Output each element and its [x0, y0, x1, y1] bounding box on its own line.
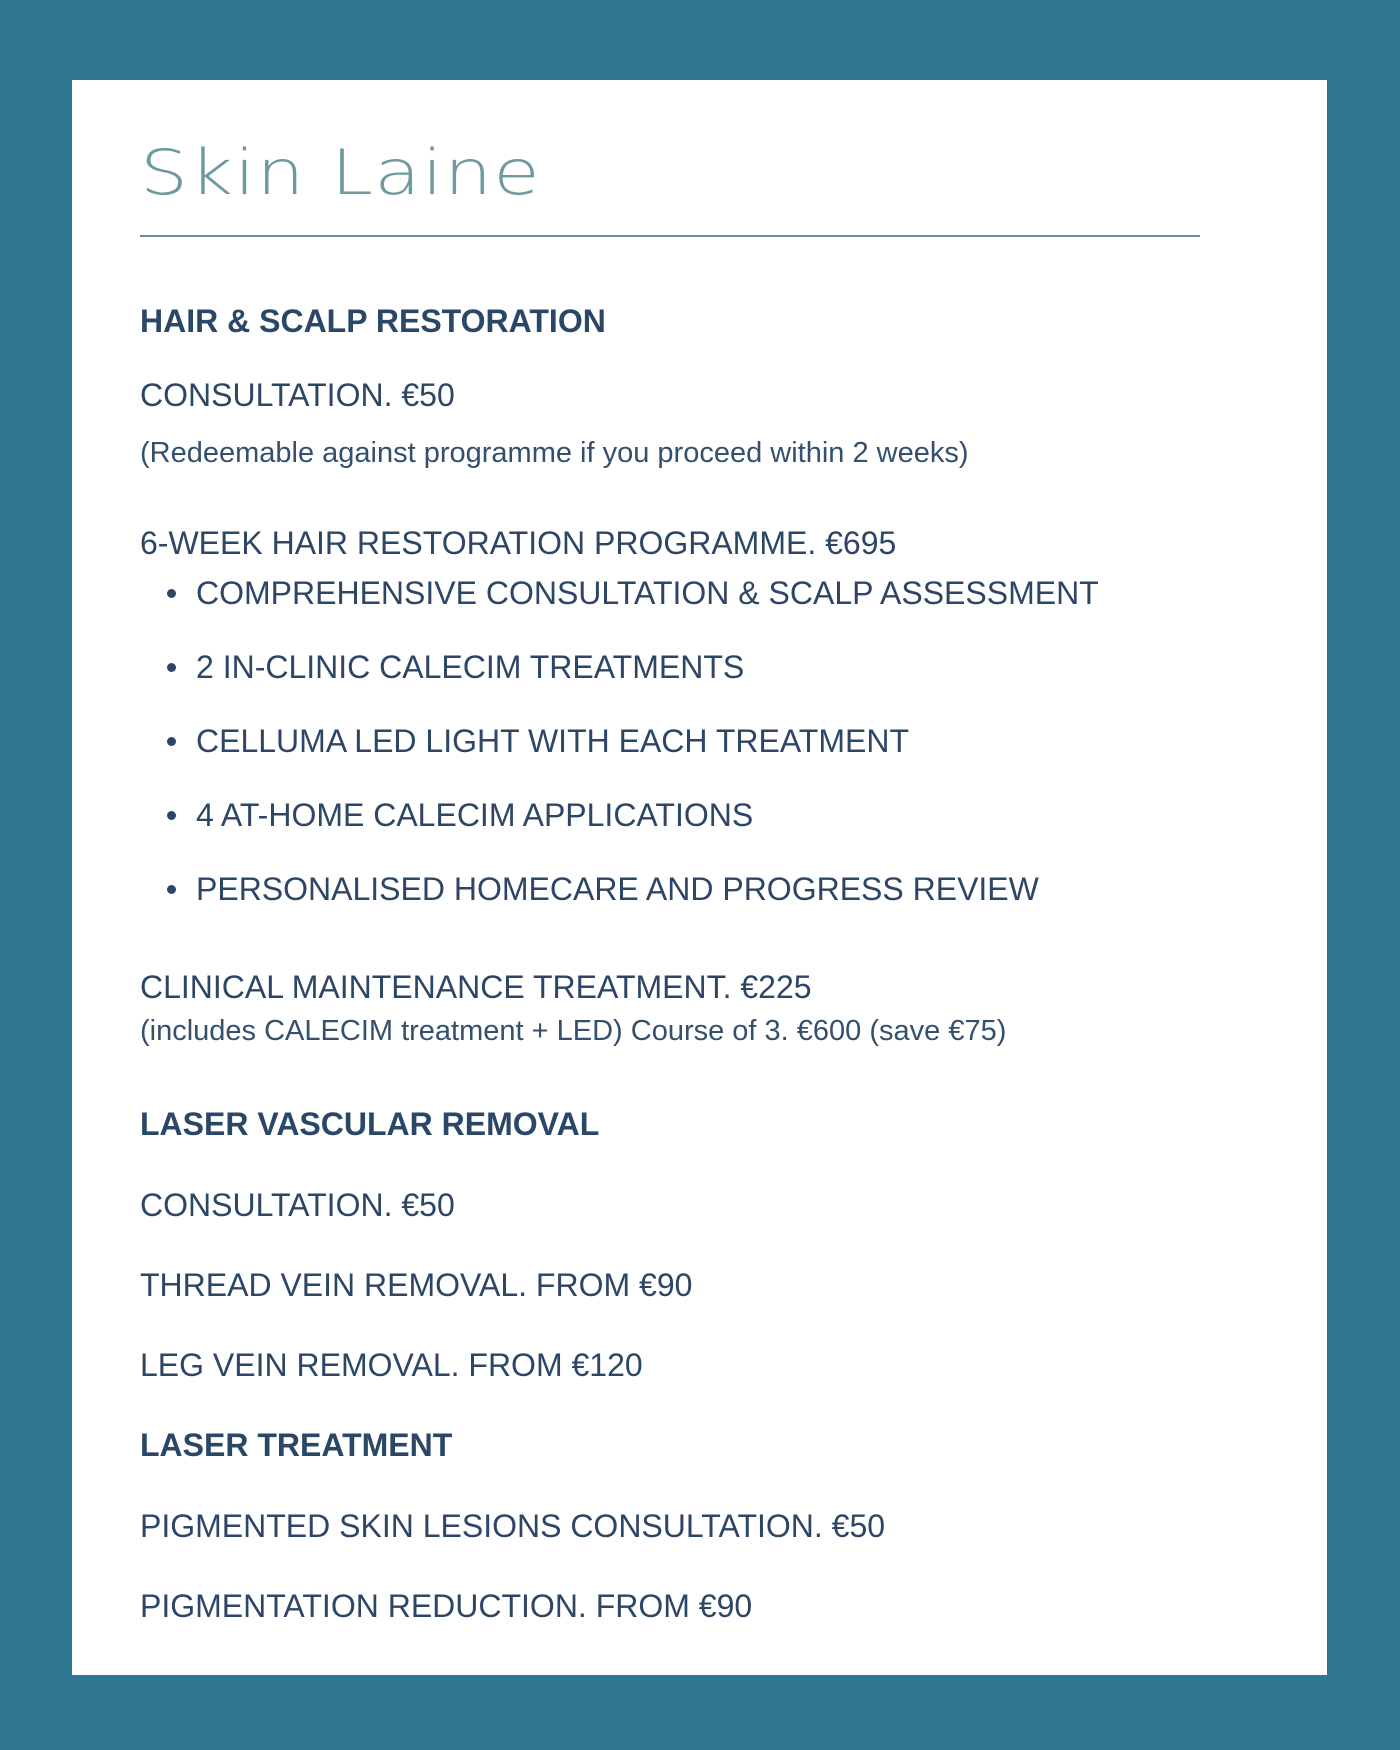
hair-consultation-note: (Redeemable against programme if you proceed within 2 weeks) [140, 437, 969, 469]
maintenance-treatment-note: (includes CALECIM treatment + LED) Course of 3. €600 (save €75) [140, 1015, 1007, 1047]
maintenance-treatment-price: CLINICAL MAINTENANCE TREATMENT. €225 [140, 969, 812, 1005]
lesions-consultation-price: PIGMENTED SKIN LESIONS CONSULTATION. €50 [140, 1508, 886, 1544]
list-item-label: 2 IN-CLINIC CALECIM TREATMENTS [196, 649, 745, 685]
list-item [140, 574, 1099, 648]
list-item-label: PERSONALISED HOMECARE AND PROGRESS REVIEW [196, 871, 1039, 907]
programme-includes-list [140, 574, 1099, 944]
title-divider [140, 235, 1200, 237]
brand-logo-text: Skin Laine [140, 136, 542, 209]
list-item [140, 796, 1099, 870]
price-list-card [72, 80, 1327, 1675]
bullet-icon [167, 737, 176, 746]
bullet-icon [167, 885, 176, 894]
list-item-label: CELLUMA LED LIGHT WITH EACH TREATMENT [196, 723, 909, 759]
list-item [140, 870, 1099, 944]
bullet-icon [167, 663, 176, 672]
vascular-consultation-price: CONSULTATION. €50 [140, 1187, 455, 1223]
section-heading-hair: HAIR & SCALP RESTORATION [140, 303, 606, 339]
list-item-label: COMPREHENSIVE CONSULTATION & SCALP ASSESSMENT [196, 575, 1099, 611]
thread-vein-price: THREAD VEIN REMOVAL. FROM €90 [140, 1267, 693, 1303]
bullet-icon [167, 589, 176, 598]
hair-consultation-price: CONSULTATION. €50 [140, 377, 455, 413]
list-item [140, 648, 1099, 722]
bullet-icon [167, 811, 176, 820]
list-item [140, 722, 1099, 796]
hair-programme-price: 6-WEEK HAIR RESTORATION PROGRAMME. €695 [140, 525, 897, 561]
list-item-label: 4 AT-HOME CALECIM APPLICATIONS [196, 797, 754, 833]
section-heading-vascular: LASER VASCULAR REMOVAL [140, 1106, 600, 1142]
pigmentation-reduction-price: PIGMENTATION REDUCTION. FROM €90 [140, 1588, 753, 1624]
leg-vein-price: LEG VEIN REMOVAL. FROM €120 [140, 1347, 643, 1383]
section-heading-laser: LASER TREATMENT [140, 1427, 453, 1463]
